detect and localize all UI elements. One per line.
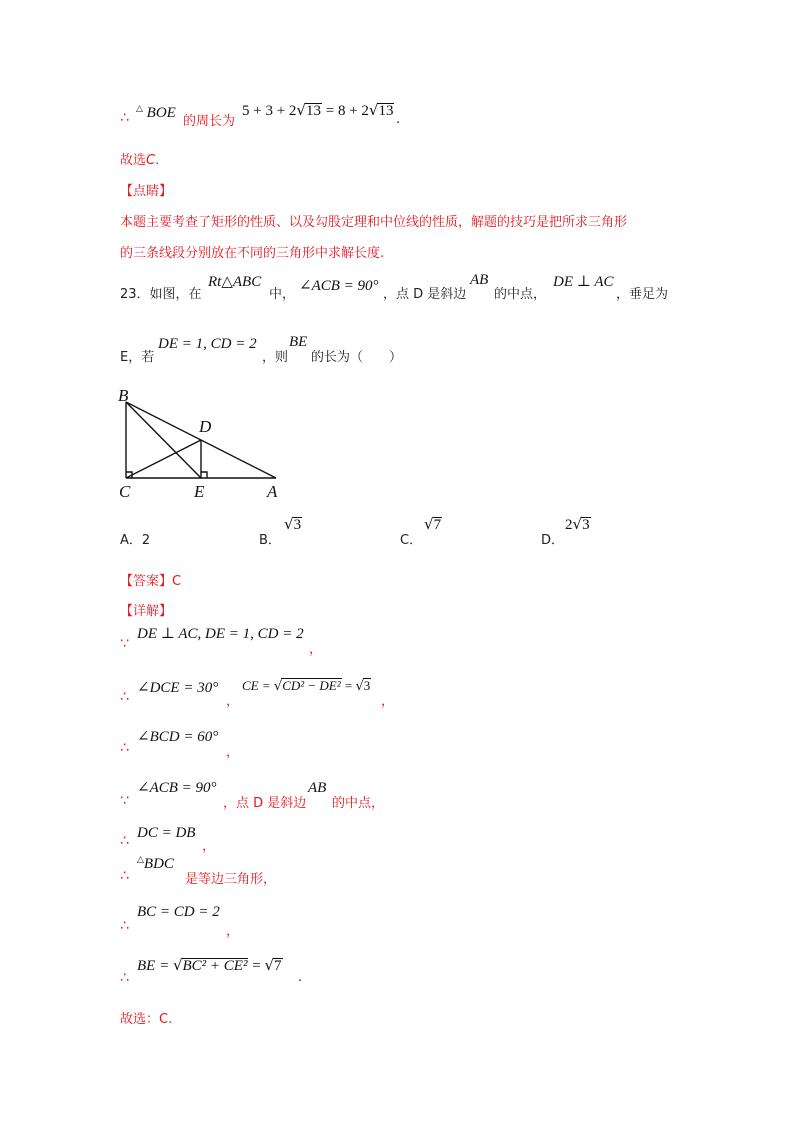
summary-line-2: 的三条线段分别放在不同的三角形中求解长度. bbox=[120, 246, 385, 261]
therefore-symbol-5: ∴ bbox=[120, 833, 129, 849]
step-2a: ∠DCE = 30° bbox=[137, 680, 219, 696]
condition: DE = 1, CD = 2 bbox=[158, 336, 257, 352]
step-1: DE ⊥ AC, DE = 1, CD = 2 bbox=[137, 626, 304, 642]
perimeter-root-2: 13 bbox=[378, 103, 394, 119]
period: . bbox=[396, 112, 401, 127]
option-b-label: B． bbox=[259, 533, 281, 548]
step-8-root: 7 bbox=[274, 958, 282, 974]
point-d-text: ，点 D 是斜边 bbox=[383, 287, 467, 302]
question-number: 23．如图，在 bbox=[120, 287, 202, 302]
option-b[interactable] bbox=[259, 529, 281, 548]
be-segment: BE bbox=[289, 334, 308, 350]
label-d: D bbox=[199, 417, 212, 436]
option-c-root: 7 bbox=[433, 517, 442, 533]
perimeter-expr-mid: = 8 + 2 bbox=[321, 103, 369, 119]
triangle-icon: △ bbox=[137, 854, 144, 864]
ze-text: ，则 bbox=[262, 350, 289, 365]
step-2b-inner: CD² − DE² bbox=[282, 678, 341, 693]
perimeter-expr-pre: 5 + 3 + 2 bbox=[242, 103, 297, 119]
step-6-text: 是等边三角形， bbox=[185, 872, 277, 887]
therefore-symbol-7: ∴ bbox=[120, 918, 129, 934]
label-c: C bbox=[119, 482, 131, 501]
step-7-comma: ， bbox=[226, 924, 240, 939]
step-4-tail: 的中点， bbox=[332, 796, 385, 811]
therefore-symbol-6: ∴ bbox=[120, 868, 129, 884]
e-ruo-text: E，若 bbox=[120, 350, 155, 365]
therefore-symbol-8: ∴ bbox=[120, 970, 129, 986]
step-3: ∠BCD = 60° bbox=[137, 729, 219, 745]
because-symbol-4: ∵ bbox=[120, 793, 129, 809]
therefore-symbol-3: ∴ bbox=[120, 740, 129, 756]
dianjing-heading: 【点睛】 bbox=[120, 184, 173, 199]
answer-value: C bbox=[172, 574, 182, 589]
foot-text: ，垂足为 bbox=[616, 287, 669, 302]
option-c-value: √7 bbox=[424, 515, 442, 533]
answer bbox=[120, 570, 181, 589]
option-a[interactable] bbox=[120, 529, 150, 548]
length-text: 的长为（ ） bbox=[311, 350, 403, 365]
option-d-label: D． bbox=[541, 533, 565, 548]
answer-label: 【答案】 bbox=[120, 574, 173, 589]
label-e: E bbox=[194, 482, 205, 501]
step-6-triangle bbox=[137, 854, 174, 873]
summary-line-1: 本题主要考查了矩形的性质、以及勾股定理和中位线的性质，解题的技巧是把所求三角形 bbox=[120, 215, 628, 230]
step-4-ab: AB bbox=[308, 780, 327, 796]
step-8-inner: BC² + CE² bbox=[182, 958, 248, 974]
step-5: DC = DB bbox=[137, 825, 196, 841]
option-d-root: 3 bbox=[582, 517, 590, 533]
option-d-value: 2√3 bbox=[565, 515, 590, 533]
final-answer: 故选：C. bbox=[120, 1012, 173, 1027]
step-8-period: . bbox=[298, 970, 303, 985]
question-zhong: 中， bbox=[269, 287, 296, 302]
step-2b: CE = √CD² − DE² = √3 bbox=[242, 678, 371, 694]
perimeter-expression: 5 + 3 + 2√13 = 8 + 2√13 bbox=[242, 101, 394, 119]
option-d-coef: 2 bbox=[565, 517, 573, 533]
step-4-text: ，点 D 是斜边 bbox=[223, 796, 307, 811]
choose-letter: C bbox=[146, 153, 156, 168]
perimeter-root-1: 13 bbox=[305, 103, 321, 119]
option-a-value: 2 bbox=[141, 533, 151, 548]
boe-triangle bbox=[136, 103, 176, 122]
midpoint-text: 的中点， bbox=[494, 287, 547, 302]
step-8: BE = √BC² + CE² = √7 bbox=[137, 956, 282, 974]
step-8-pre: BE = bbox=[137, 958, 173, 974]
step-7: BC = CD = 2 bbox=[137, 904, 220, 920]
step-2b-pre: CE = bbox=[242, 678, 274, 693]
option-d[interactable] bbox=[541, 529, 564, 548]
triangle-icon: △ bbox=[136, 103, 143, 113]
segment-cd bbox=[126, 440, 201, 478]
choose-text: 故选 bbox=[120, 153, 147, 168]
rt-abc: Rt△ABC bbox=[208, 274, 262, 290]
choose-c: 故选C. bbox=[120, 153, 160, 168]
de-perp-ac: DE ⊥ AC bbox=[553, 274, 614, 290]
label-a: A bbox=[267, 482, 278, 501]
step-1-comma: ， bbox=[309, 642, 323, 657]
detail-heading: 【详解】 bbox=[120, 604, 173, 619]
angle-acb: ∠ACB = 90° bbox=[299, 278, 379, 294]
step-4: ∠ACB = 90° bbox=[137, 780, 217, 796]
option-b-value: √3 bbox=[284, 515, 302, 533]
step-2b-post: = bbox=[341, 678, 356, 693]
because-symbol-1: ∵ bbox=[120, 636, 129, 652]
hypotenuse-ab: AB bbox=[470, 272, 489, 288]
step-2-comma-1: ， bbox=[226, 694, 240, 709]
step-6-label: BDC bbox=[143, 856, 174, 872]
step-3-comma: ， bbox=[226, 745, 240, 760]
option-c[interactable] bbox=[400, 529, 422, 548]
perimeter-text: 的周长为 bbox=[183, 114, 236, 129]
segment-be bbox=[126, 402, 201, 478]
step-5-comma: ， bbox=[202, 839, 216, 854]
option-c-label: C． bbox=[400, 533, 423, 548]
boe-label: BOE bbox=[146, 105, 176, 121]
step-8-post: = bbox=[248, 958, 265, 974]
therefore-symbol: ∴ bbox=[120, 110, 129, 126]
therefore-symbol-2: ∴ bbox=[120, 689, 129, 705]
label-b: B bbox=[118, 388, 129, 405]
option-a-label: A． bbox=[120, 533, 142, 548]
right-angle-e bbox=[201, 472, 207, 478]
step-2b-root: 3 bbox=[363, 678, 371, 693]
triangle-diagram bbox=[110, 388, 290, 503]
option-b-root: 3 bbox=[293, 517, 302, 533]
step-2-comma-2: ， bbox=[381, 694, 395, 709]
